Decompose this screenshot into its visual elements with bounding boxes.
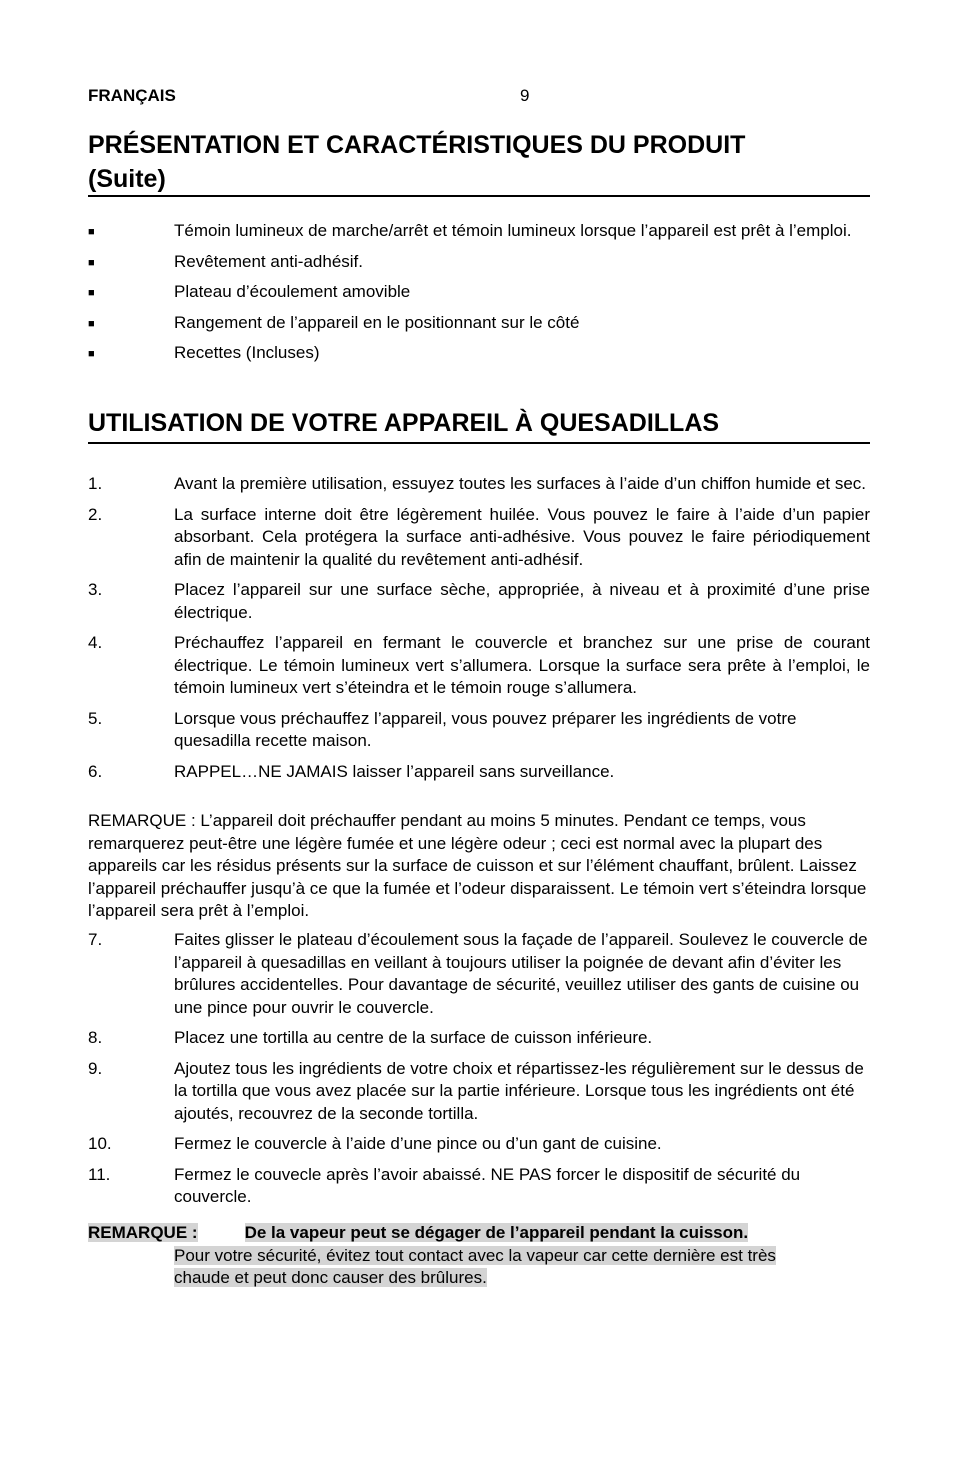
- step-number: 5.: [88, 708, 103, 728]
- step-number: 10.: [88, 1134, 112, 1153]
- step-text: Faites glisser le plateau d’écoulement sous la façade de l’appareil. Soulevez le couvercle de l’appareil à quesadillas en veillant à toujours utiliser la poignée de devant afin d’éviter les brûlures accidentelles. Pour davantage de sécurité, veuillez utiliser des gants de cuisine ou une pince pour ouvrir le couvercle.: [174, 930, 868, 1017]
- warning-line-3-text: chaude et peut donc causer des brûlures.: [174, 1268, 487, 1287]
- list-item: [88, 761, 870, 784]
- heading-line-1: PRÉSENTATION ET CARACTÉRISTIQUES DU PRODUIT: [88, 131, 746, 159]
- instruction-list-part1: [88, 473, 870, 791]
- list-item: [88, 579, 870, 624]
- step-number: 8.: [88, 1028, 103, 1047]
- list-item-text: Rangement de l’appareil en le positionnant sur le côté: [174, 312, 580, 332]
- heading-text: UTILISATION DE VOTRE APPAREIL À QUESADILLAS: [88, 409, 720, 437]
- step-text: Avant la première utilisation, essuyez toutes les surfaces à l’aide d’un chiffon humide et sec.: [174, 474, 867, 493]
- language-label: FRANÇAIS: [88, 86, 176, 105]
- warning-bold-text: De la vapeur peut se dégager de l’appareil pendant la cuisson.: [244, 1223, 749, 1242]
- warning-line-3: [174, 1267, 870, 1290]
- list-item: [88, 473, 870, 496]
- list-item: [88, 342, 870, 365]
- step-number: 6.: [88, 761, 103, 781]
- step-text: Placez l’appareil sur une surface sèche, appropriée, à niveau et à proximité d’une prise électrique.: [174, 580, 870, 622]
- list-item-text: Plateau d’écoulement amovible: [174, 282, 411, 301]
- list-item: [88, 1027, 870, 1050]
- step-number: 9.: [88, 1058, 103, 1078]
- step-text: La surface interne doit être légèrement huilée. Vous pouvez le faire à l’aide d’un papier absorbant. Cela protégera la surface anti-adhésive. Vous pouvez le faire périodiquement afin de maintenir la qualité du revêtement anti-adhésif.: [174, 504, 870, 569]
- step-text: Placez une tortilla au centre de la surface de cuisson inférieure.: [174, 1028, 653, 1047]
- section-heading-presentation: [88, 128, 870, 197]
- step-text: Préchauffez l’appareil en fermant le couvercle et branchez sur une prise de courant électrique. Le témoin lumineux vert s’allumera. Lorsque la surface sera prête à l’emploi, le témoin lumineux vert s’éteindra et le témoin rouge s’allumera.: [174, 633, 870, 697]
- step-number: 2.: [88, 504, 103, 524]
- step-text: Ajoutez tous les ingrédients de votre choix et répartissez-les régulièrement sur le dessus de la tortilla que vous avez placée sur la partie inférieure. Lorsque tous les ingrédients ont été ajoutés, recouvrez de la seconde tortilla.: [174, 1058, 864, 1123]
- warning-first-line: [88, 1222, 870, 1245]
- step-number: 11.: [88, 1164, 111, 1184]
- list-item: [88, 632, 870, 700]
- step-number: 3.: [88, 580, 103, 599]
- step-text: Fermez le couvecle après l’avoir abaissé. NE PAS forcer le dispositif de sécurité du couvercle.: [174, 1164, 801, 1206]
- preheat-note: REMARQUE : L’appareil doit préchauffer pendant au moins 5 minutes. Pendant ce temps, vous remarquerez peut-être une légère fumée et une légère odeur ; ceci est normal avec la plupart des appareils car les résidus présents sur la surface de cuisson et sur l’élément chauffant, brûlent. Laissez l’appareil préchauffer jusqu’à ce que la fumée et l’odeur disparaissent. Le témoin vert s’éteindra lorsque l’appareil sera prêt à l’emploi.: [88, 811, 867, 920]
- step-text: RAPPEL…NE JAMAIS laisser l’appareil sans surveillance.: [174, 761, 615, 781]
- feature-bullet-list: [88, 220, 870, 373]
- heading-line-2: (Suite): [88, 165, 166, 193]
- warning-label: REMARQUE :: [88, 1223, 198, 1242]
- bullet-marker: ■: [88, 348, 95, 360]
- steam-warning-note: [88, 1222, 870, 1290]
- bullet-marker: ■: [88, 287, 95, 299]
- list-item: [88, 1058, 870, 1126]
- step-number: 7.: [88, 930, 103, 949]
- step-text: Fermez le couvercle à l’aide d’une pince ou d’un gant de cuisine.: [174, 1134, 662, 1153]
- warning-line-2: [174, 1245, 870, 1268]
- step-number: 1.: [88, 474, 103, 493]
- warning-line-2-text: Pour votre sécurité, évitez tout contact avec la vapeur car cette dernière est très: [174, 1245, 776, 1265]
- list-item-text: Recettes (Incluses): [174, 343, 320, 362]
- list-item: [88, 312, 870, 335]
- list-item-text: Témoin lumineux de marche/arrêt et témoin lumineux lorsque l’appareil est prêt à l’emploi.: [174, 221, 852, 240]
- bullet-marker: ■: [88, 226, 95, 238]
- list-item: [88, 1164, 870, 1209]
- list-item: [88, 1133, 870, 1156]
- step-number: 4.: [88, 633, 103, 652]
- list-item: [88, 220, 870, 243]
- list-item-text: Revêtement anti-adhésif.: [174, 251, 363, 271]
- instruction-list-part2: [88, 929, 870, 1217]
- bullet-marker: ■: [88, 256, 95, 269]
- list-item: [88, 929, 870, 1019]
- section-heading-utilisation: [88, 406, 870, 444]
- page-number: 9: [520, 86, 530, 105]
- list-item: [88, 708, 870, 753]
- list-item: [88, 504, 870, 572]
- page-header: [88, 86, 870, 108]
- list-item: [88, 281, 870, 304]
- list-item: [88, 251, 870, 274]
- step-text: Lorsque vous préchauffez l’appareil, vous pouvez préparer les ingrédients de votre quesadilla recette maison.: [174, 708, 797, 750]
- bullet-marker: ■: [88, 317, 95, 330]
